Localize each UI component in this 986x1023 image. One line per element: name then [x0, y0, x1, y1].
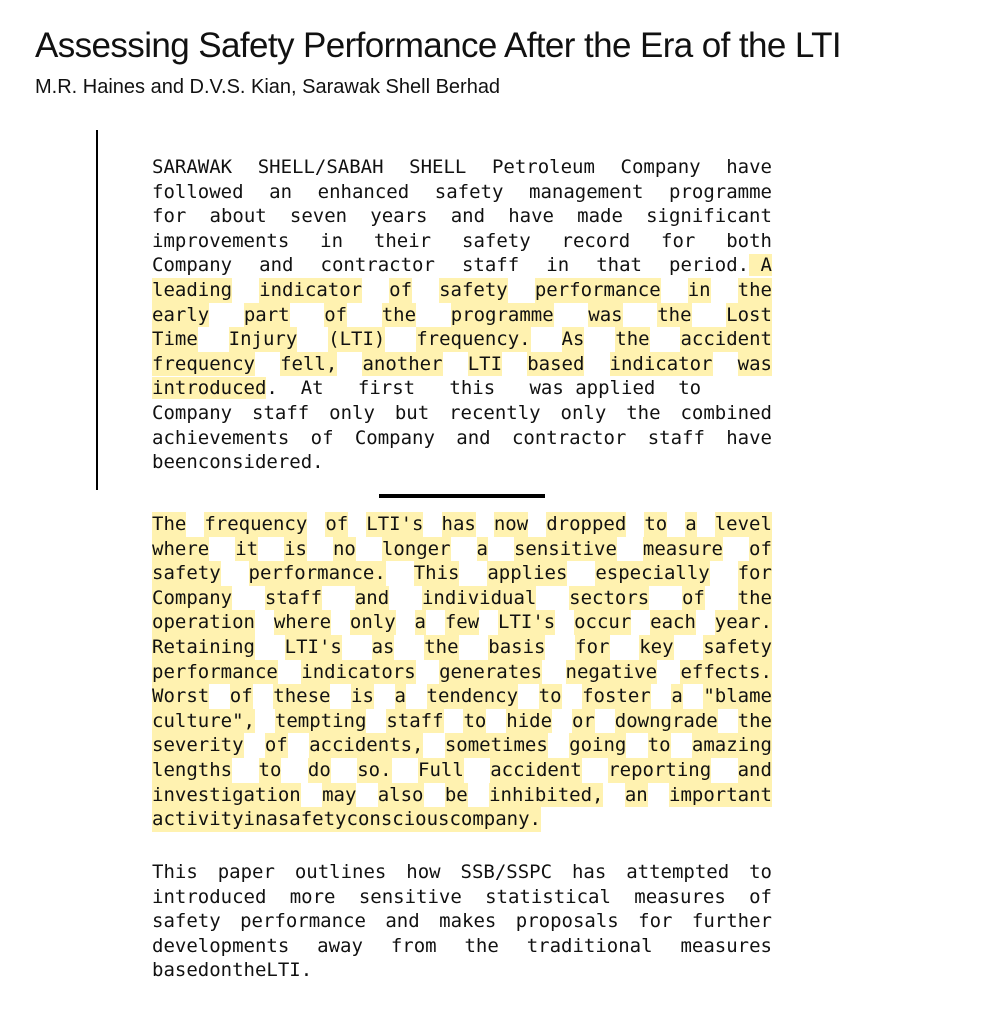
word: these: [273, 685, 331, 708]
word: safety: [277, 808, 347, 831]
word: enhanced: [317, 180, 410, 203]
word: in: [320, 229, 344, 252]
word: for: [152, 205, 187, 228]
word: has: [571, 861, 607, 883]
word: improvements: [152, 229, 290, 252]
word: an: [269, 180, 293, 203]
word: year.: [714, 611, 772, 634]
word: was: [737, 352, 772, 375]
word: Full: [418, 758, 464, 781]
word: attempted: [626, 861, 730, 883]
word: to: [647, 734, 671, 757]
word: based: [527, 352, 585, 375]
section-divider-rule: [379, 494, 545, 498]
word: fell,: [280, 352, 338, 375]
word: their: [373, 229, 432, 252]
word: do: [307, 758, 331, 781]
text-line: [152, 450, 772, 475]
word: safety: [434, 180, 504, 203]
text-line: [152, 561, 772, 586]
text-line: [152, 586, 772, 611]
word: is: [351, 685, 374, 708]
word: Company: [620, 156, 701, 178]
word: on: [209, 959, 233, 982]
word: measures: [680, 934, 772, 957]
word: where: [273, 611, 332, 634]
word: made: [577, 205, 623, 228]
word: as: [371, 635, 395, 658]
word: performance.: [248, 562, 386, 585]
word: has: [441, 513, 476, 535]
word: Worst: [152, 685, 210, 708]
word: for: [575, 635, 610, 658]
word: Company: [152, 401, 233, 424]
word: now: [493, 513, 529, 535]
word: important: [669, 783, 772, 806]
word: a: [266, 808, 278, 831]
word: that: [596, 254, 642, 277]
word: and: [456, 426, 491, 449]
word: the: [657, 303, 692, 326]
word: a: [414, 611, 426, 634]
word: have: [726, 426, 772, 449]
word: sometimes: [444, 734, 548, 757]
word: in: [243, 808, 267, 831]
word: staff: [386, 709, 444, 732]
word: of: [229, 685, 253, 708]
word: indicator: [259, 278, 363, 301]
text-line: [152, 660, 772, 685]
word: contractor: [511, 426, 627, 449]
word: of: [749, 885, 772, 908]
word: another: [362, 352, 443, 375]
word: an: [624, 783, 648, 806]
word: based: [152, 959, 210, 982]
word: about: [209, 205, 267, 228]
word: level: [714, 513, 772, 535]
word: and: [354, 586, 390, 609]
word: basis: [488, 635, 546, 658]
word: and: [450, 205, 486, 228]
word: of: [324, 303, 348, 326]
word: seven: [289, 205, 348, 228]
word: part: [243, 303, 290, 326]
word: safety: [152, 562, 221, 585]
word: and: [385, 910, 420, 933]
word: have: [726, 156, 772, 178]
word-group: [152, 376, 701, 401]
word: measures: [634, 885, 726, 908]
word: no: [332, 537, 356, 560]
text-line: [152, 512, 772, 537]
word: generates: [439, 660, 543, 683]
word: in: [687, 278, 711, 301]
word: This: [152, 861, 198, 883]
word: more: [289, 885, 336, 908]
word: the: [737, 586, 772, 609]
word: of: [681, 586, 705, 609]
text-line: [152, 155, 772, 180]
word: was: [588, 303, 623, 326]
text-line: [152, 327, 772, 352]
text-line: [152, 783, 772, 808]
word: but: [394, 401, 430, 424]
word: LTI's: [498, 611, 556, 634]
text-line: [152, 180, 772, 205]
revision-margin-bar: [96, 130, 98, 490]
word: going: [569, 734, 627, 757]
word: only: [560, 401, 607, 424]
text-line: [152, 253, 772, 278]
word: key: [639, 635, 674, 658]
word: and: [259, 254, 294, 277]
word: measure: [642, 537, 723, 560]
word: amazing: [691, 734, 772, 757]
word: Company: [152, 586, 233, 609]
word: SHELL: [409, 156, 467, 178]
text-line: [152, 376, 772, 401]
word: safety: [439, 278, 508, 301]
word: achievements: [152, 426, 290, 449]
word: staff: [252, 401, 310, 424]
word: longer: [381, 537, 451, 560]
word: SARAWAK: [152, 156, 233, 178]
paper-authors: M.R. Haines and D.V.S. Kian, Sarawak Shell Berhad: [35, 76, 501, 98]
text-line: [152, 758, 772, 783]
word: in: [546, 254, 570, 277]
word: frequency: [204, 513, 308, 535]
text-line: [152, 885, 772, 910]
word: hide: [506, 709, 553, 732]
word: the: [464, 934, 499, 957]
text-line: [152, 303, 772, 328]
word: programme: [450, 303, 554, 326]
text-line: [152, 709, 772, 734]
word: be: [444, 783, 468, 806]
word: so.: [357, 758, 392, 781]
word: a: [394, 685, 406, 708]
word: both: [726, 229, 772, 252]
word: combined: [680, 401, 772, 424]
word: individual: [421, 586, 537, 609]
word: sectors: [569, 586, 650, 609]
abstract-paragraph-3: [152, 860, 772, 983]
word: accident: [680, 328, 772, 351]
text-line: [152, 958, 772, 983]
word: Retaining: [152, 635, 255, 658]
word: staff: [264, 586, 323, 609]
word: indicator: [609, 352, 713, 375]
word: tendency: [426, 685, 519, 708]
word: LTI: [467, 352, 503, 375]
word: the: [737, 709, 772, 732]
word: developments: [152, 934, 290, 957]
word: Petroleum: [491, 156, 595, 178]
word: to: [644, 513, 668, 535]
word: safety: [462, 229, 531, 252]
word: programme: [669, 180, 772, 203]
word: accident: [490, 758, 582, 781]
word: followed: [152, 180, 244, 203]
word: leading: [152, 278, 233, 301]
word: only: [329, 401, 375, 424]
text-line: [152, 635, 772, 660]
word: where: [152, 537, 210, 560]
text-line: [152, 204, 772, 229]
word: a: [685, 513, 697, 535]
word: introduced: [152, 377, 267, 400]
word: As: [561, 328, 585, 351]
word: or: [571, 709, 595, 732]
word: sensitive: [358, 885, 462, 908]
text-line: [152, 733, 772, 758]
word: SHELL/SABAH: [257, 156, 384, 178]
word: of: [325, 513, 349, 535]
word: the: [232, 959, 267, 982]
text-line: [152, 684, 772, 709]
word-tail: A: [749, 254, 772, 277]
word: contractor: [320, 254, 435, 277]
text-line: [152, 934, 772, 959]
word: been: [152, 451, 198, 474]
word: frequency.: [416, 328, 531, 351]
word: LTI's: [366, 513, 424, 535]
word: to: [463, 709, 487, 732]
word: company.: [449, 808, 541, 831]
word: conscious: [346, 808, 450, 831]
word: (LTI): [328, 328, 386, 351]
word: to: [538, 685, 562, 708]
word: LTI.: [266, 959, 313, 982]
word: a: [476, 537, 488, 560]
word: of: [749, 537, 772, 560]
word: of: [310, 426, 334, 449]
word: Injury: [228, 328, 298, 351]
word: significant: [646, 205, 772, 228]
word: investigation: [152, 783, 301, 806]
word: foster: [582, 685, 651, 708]
text-line: [152, 860, 772, 885]
word: culture",: [152, 709, 255, 732]
word: outlines: [294, 861, 387, 883]
word: activity: [152, 808, 244, 831]
word: may: [322, 783, 357, 806]
word: to: [258, 758, 282, 781]
word: tempting: [274, 709, 367, 732]
word: a: [671, 685, 683, 708]
word: of: [264, 734, 288, 757]
word: operation: [152, 611, 255, 634]
word: the: [737, 278, 772, 301]
word: especially: [595, 562, 710, 585]
word: each: [650, 611, 696, 634]
word: management: [529, 180, 644, 203]
word: also: [377, 783, 424, 806]
word: for: [737, 562, 772, 585]
word: SSB/SSPC: [460, 861, 553, 883]
word: performance: [534, 278, 661, 301]
word: The: [152, 513, 187, 535]
text-line: [152, 807, 772, 832]
word-tail: . At first this was applied to: [266, 377, 702, 400]
word: LTI's: [284, 635, 342, 658]
word: paper: [217, 861, 275, 883]
word: introduced: [152, 885, 267, 908]
word: accidents,: [309, 734, 424, 757]
word: lengths: [152, 758, 233, 781]
text-line: [152, 537, 772, 562]
word: few: [444, 611, 480, 634]
word: recently: [449, 401, 541, 424]
word: the: [381, 303, 417, 326]
word: it: [235, 537, 259, 560]
word: and: [737, 758, 772, 781]
word: staff: [647, 426, 705, 449]
word: only: [349, 611, 396, 634]
word: Time: [152, 328, 198, 351]
word: traditional: [526, 934, 653, 957]
word: safety: [152, 910, 221, 933]
word: Company: [152, 254, 233, 277]
word: period.: [669, 254, 750, 277]
word: statistical: [485, 885, 611, 908]
word: performance: [152, 660, 278, 683]
word: the: [615, 328, 650, 351]
word: considered.: [197, 451, 324, 474]
paper-title: Assessing Safety Performance After the Era of the LTI: [35, 26, 842, 65]
word: effects.: [680, 660, 772, 683]
abstract-paragraph-1: [152, 155, 772, 475]
word: downgrade: [614, 709, 718, 732]
word: sensitive: [513, 537, 617, 560]
word: Company: [354, 426, 435, 449]
word: further: [691, 910, 772, 933]
word: away: [317, 934, 363, 957]
word: from: [390, 934, 437, 957]
word: staff: [461, 254, 520, 277]
word: negative: [565, 660, 658, 683]
word: is: [284, 537, 307, 560]
word-group: [669, 253, 772, 278]
text-line: [152, 610, 772, 635]
word: the: [626, 401, 661, 424]
text-line: [152, 426, 772, 451]
text-line: [152, 229, 772, 254]
word: years: [370, 205, 428, 228]
text-line: [152, 909, 772, 934]
word: This: [413, 562, 460, 585]
word: for: [661, 229, 696, 252]
text-line: [152, 401, 772, 426]
word: performance: [240, 910, 366, 933]
word: dropped: [546, 513, 627, 535]
word: how: [406, 861, 441, 883]
word: early: [152, 303, 210, 326]
word: indicators: [301, 660, 416, 683]
word: safety: [703, 635, 772, 658]
word: makes: [439, 910, 497, 933]
word: occur: [574, 611, 632, 634]
word: Lost: [726, 303, 772, 326]
word: record: [561, 229, 631, 252]
word: to: [749, 861, 772, 883]
word: inhibited,: [489, 783, 604, 806]
abstract-paragraph-2: [152, 512, 772, 832]
word: for: [638, 910, 673, 933]
word: proposals: [515, 910, 619, 933]
word: severity: [152, 734, 244, 757]
text-line: [152, 352, 772, 377]
text-line: [152, 278, 772, 303]
word: applies: [487, 562, 568, 585]
word: reporting: [608, 758, 712, 781]
word: frequency: [152, 352, 255, 375]
word: the: [424, 635, 459, 658]
word: have: [508, 205, 554, 228]
word: of: [389, 278, 413, 301]
word: "blame: [703, 685, 772, 708]
